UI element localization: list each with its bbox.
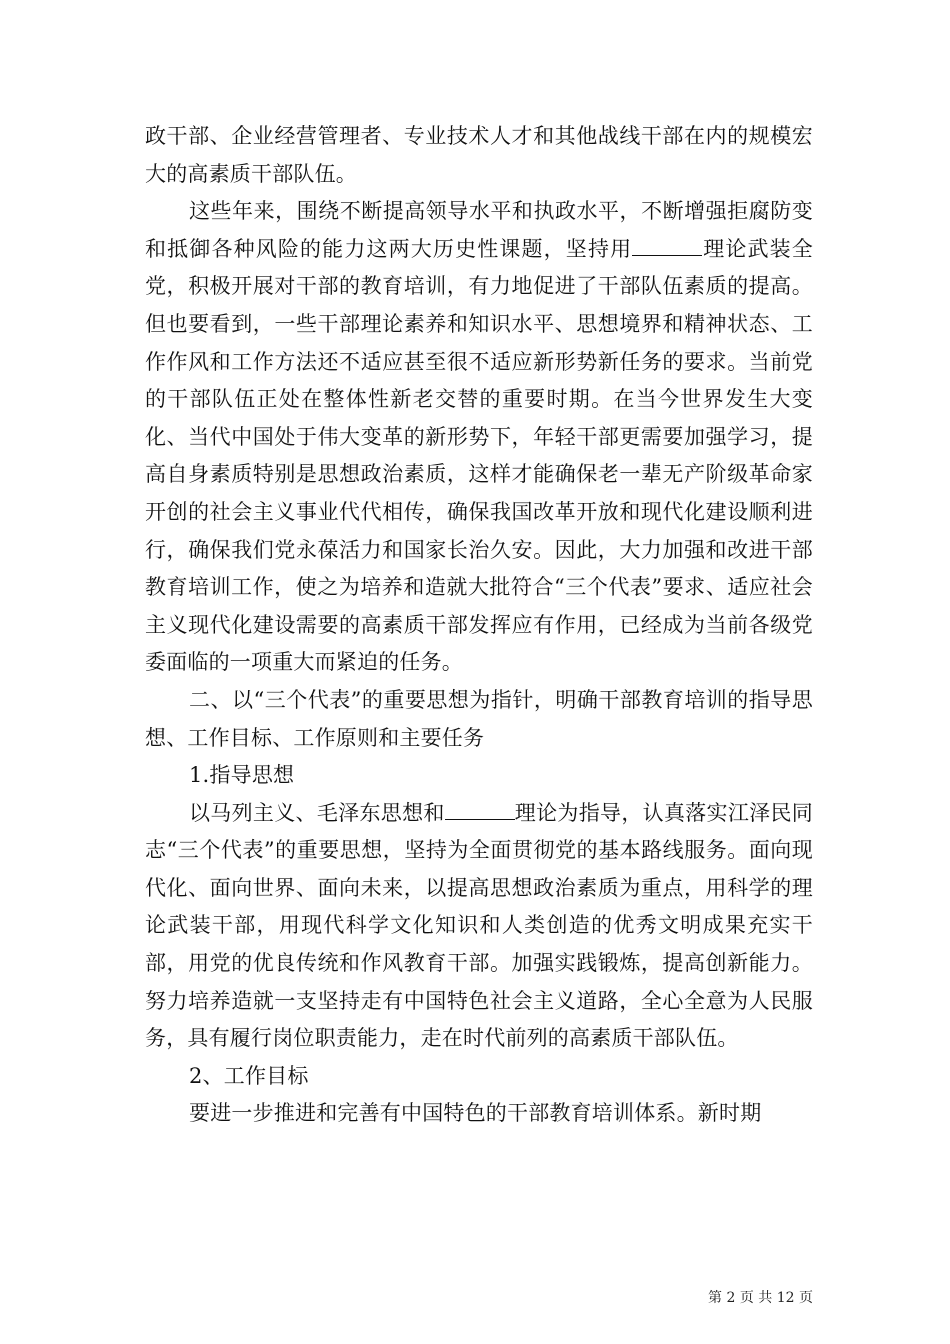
page-number: 第 2 页 共 12 页 (708, 1290, 813, 1306)
paragraph (145, 682, 813, 757)
paragraph (145, 1095, 813, 1133)
paragraph (145, 118, 813, 193)
paragraph-text: 以马列主义、毛泽东思想和 (189, 800, 445, 825)
document-body (145, 118, 813, 1133)
paragraph-text: 二、以“三个代表”的重要思想为指针，明确干部教育培训的指导思想、工作目标、工作原则和主要任务 (145, 687, 813, 750)
paragraph-text: 2、工作目标 (189, 1063, 309, 1088)
paragraph-text: 理论武装全党，积极开展对干部的教育培训，有力地促进了干部队伍素质的提高。但也要看到，一些干部理论素养和知识水平、思想境界和精神状态、工作作风和工作方法还不适应甚至很不适应新形势新任务的要求。当前党的干部队伍正处在整体性新老交替的重要时期。在当今世界发生大变化、当代中国处于伟大变革的新形势下，年轻干部更需要加强学习，提高自身素质特别是思想政治素质，这样才能确保老一辈无产阶级革命家开创的社会主义事业代代相传，确保我国改革开放和现代化建设顺利进行，确保我们党永葆活力和国家长治久安。因此，大力加强和改进干部教育培训工作，使之为培养和造就大批符合“三个代表”要求、适应社会主义现代化建设需要的高素质干部发挥应有作用，已经成为当前各级党委面临的一项重大而紧迫的任务。 (145, 236, 814, 675)
paragraph (145, 1058, 813, 1096)
paragraph-text: 理论为指导，认真落实江泽民同志“三个代表”的重要思想，坚持为全面贯彻党的基本路线服务。面向现代化、面向世界、面向未来，以提高思想政治素质为重点，用科学的理论武装干部，用现代科学文化知识和人类创造的优秀文明成果充实干部，用党的优良传统和作风教育干部。加强实践锻炼，提高创新能力。努力培养造就一支坚持走有中国特色社会主义道路，全心全意为人民服务，具有履行岗位职责能力，走在时代前列的高素质干部队伍。 (145, 800, 813, 1051)
paragraph-text: 政干部、企业经营管理者、专业技术人才和其他战线干部在内的规模宏大的高素质干部队伍。 (145, 124, 813, 186)
fill-in-blank (445, 801, 515, 820)
paragraph-text: 要进一步推进和完善有中国特色的干部教育培训体系。新时期 (189, 1101, 762, 1126)
paragraph (145, 757, 813, 795)
paragraph-text: 1.指导思想 (189, 763, 295, 788)
fill-in-blank (632, 237, 702, 256)
paragraph-text: 这些年来，围绕不断提高领导水平和执政水平，不断增强拒腐防变和抵御各种风险的能力这两大历史性课题，坚持用 (145, 199, 813, 261)
paragraph (145, 193, 813, 682)
paragraph (145, 795, 813, 1058)
